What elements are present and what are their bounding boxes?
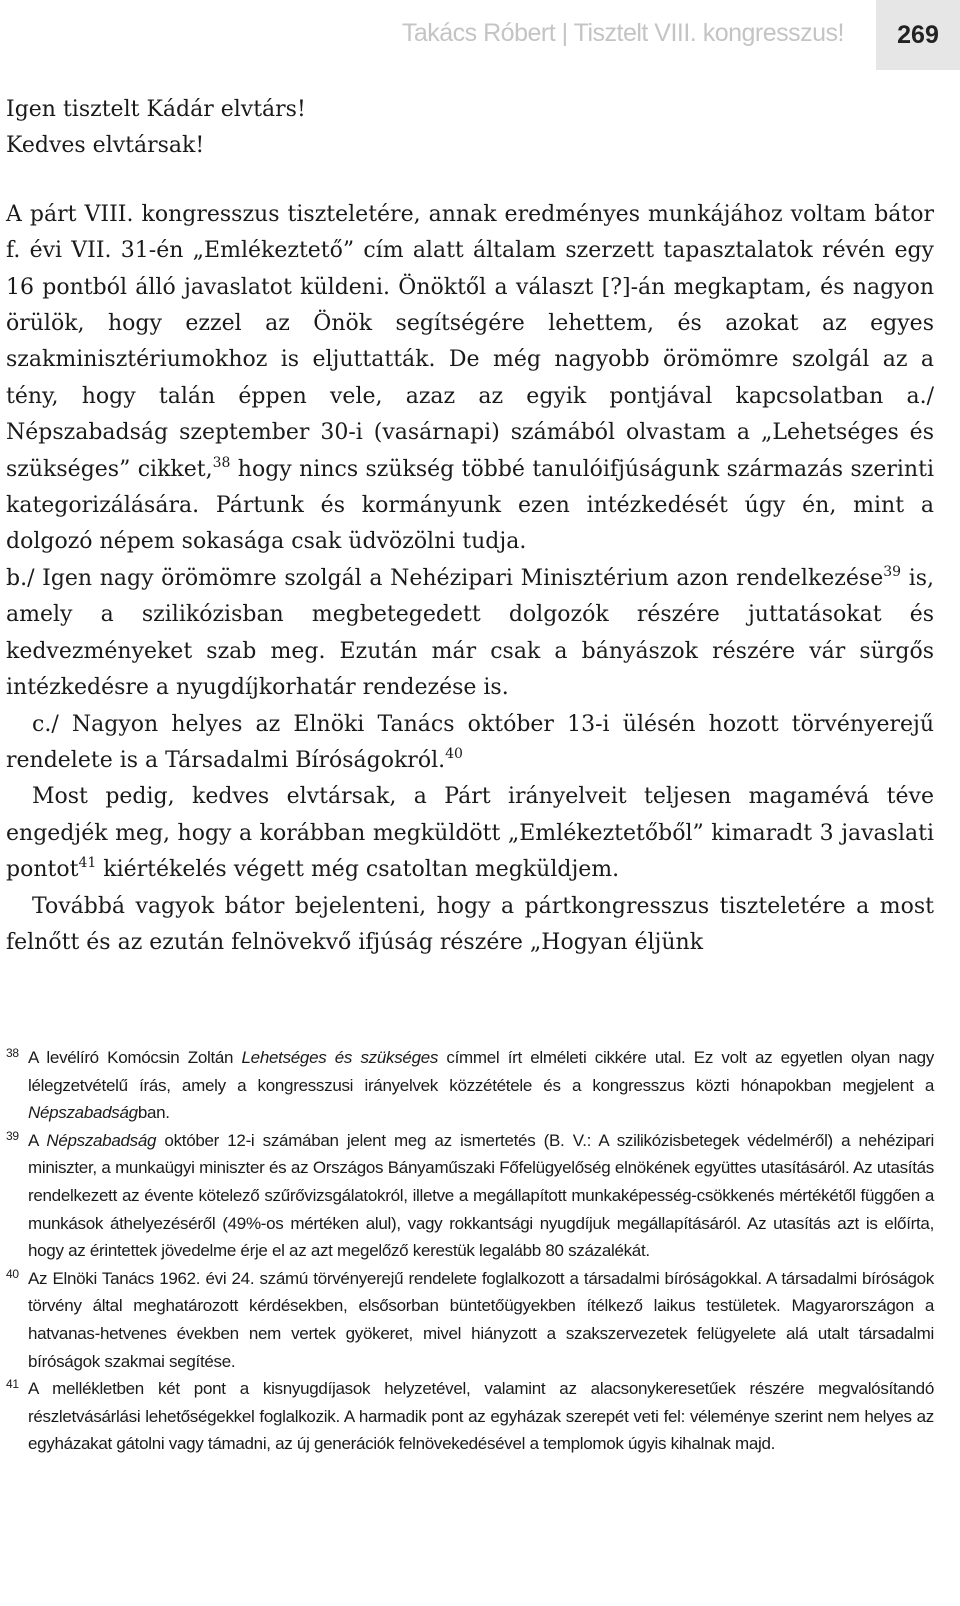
footnotes bbox=[6, 1044, 934, 1458]
running-head: Takács Róbert | Tisztelt VIII. kongresszus! bbox=[401, 19, 844, 47]
footnote-39 bbox=[6, 1127, 934, 1265]
footnote-41-text: A mellékletben két pont a kisnyugdíjasok helyzetével, valamint az alacsonykeresetűek részére megvalósítandó részletvásárlási lehetőségekkel foglalkozik. A harmadik pont az egyházak szerepét veti fel: véleménye szerint nem helyes az egyházakat gátolni vagy támadni, az új generációk felnövekedésével a templomok úgyis kihalnak majd. bbox=[28, 1379, 934, 1454]
footnote-ref-39[interactable]: 39 bbox=[883, 563, 902, 580]
footnote-number-41: 41 bbox=[6, 1377, 19, 1392]
paragraph-spacer bbox=[6, 165, 934, 197]
paragraph-2-text-a: b./ Igen nagy örömömre szolgál a Nehézipari Minisztérium azon rendelkezése bbox=[6, 565, 884, 591]
salutation-line-2: Kedves elvtársak! bbox=[6, 133, 205, 159]
footnote-38-italic-1: Lehetséges és szükséges bbox=[241, 1048, 439, 1067]
page-header bbox=[0, 0, 960, 72]
footnote-ref-38[interactable]: 38 bbox=[212, 454, 231, 471]
footnote-41 bbox=[6, 1375, 934, 1458]
footnote-38-text-2: címmel írt elméleti cikkére utal. Ez volt az egyetlen olyan nagy lélegzetvételű írás, amely a kongresszusi irányelvek közzététele és a kongresszus közti hónapokban megjelent a bbox=[28, 1048, 934, 1095]
footnote-38-text-3: ban. bbox=[137, 1103, 170, 1123]
footnote-38-italic-2: Népszabadság bbox=[28, 1103, 138, 1123]
paragraph-3-text-a: c./ Nagyon helyes az Elnöki Tanács október 13-i ülésén hozott törvényerejű rendelete is a Társadalmi Bíróságokról. bbox=[6, 711, 934, 773]
paragraph-3 bbox=[6, 707, 934, 780]
footnote-ref-41[interactable]: 41 bbox=[78, 855, 97, 872]
paragraph-5: Továbbá vagyok bátor bejelenteni, hogy a pártkongresszus tiszteletére a most felnőtt és az ezután felnövekvő ifjúság részére „Hogyan éljünk bbox=[6, 893, 934, 955]
paragraph-2 bbox=[6, 561, 934, 707]
paragraph-1-text-b: hogy nincs szükség többé tanulóifjúságunk származás szerinti kategorizálására. Pártunk és kormányunk ezen intézkedését úgy én, mint a dolgozó népem sokasága csak üdvözölni tudja. bbox=[6, 456, 934, 555]
paragraph-4-text-a: Most pedig, kedves elvtársak, a Párt irányelveit teljesen magamévá téve engedjék meg, hogy a korábban megküldött „Emlékeztetőből” kimaradt 3 javaslati pontot bbox=[6, 784, 934, 883]
paragraph-1-text-a: A párt VIII. kongresszus tiszteletére, annak eredményes munkájához voltam bátor f. évi VII. 31-én „Emlékeztető” cím alatt általam szerzett tapasztalatok révén egy 16 pontból álló javaslatot küldeni. Önöktől a választ [?]-án megkaptam, és nagyon örülök, hogy ezzel az Önök segítségére lehettem, és azokat az egyes szakminisztériumokhoz is eljuttatták. De még nagyobb örömömre szolgál az a tény, hogy talán éppen vele, azaz az egyik pontjával kapcsolatban a./ Népszabadság szeptember 30-i (vasárnapi) számából olvastam a „Lehetséges és szükséges” cikket, bbox=[6, 201, 934, 482]
paragraph-4 bbox=[6, 779, 934, 888]
letter-body bbox=[6, 92, 934, 961]
paragraph-4-text-b: kiértékelés végett még csatoltan megküldjem. bbox=[96, 857, 620, 883]
footnote-38 bbox=[6, 1044, 934, 1127]
page-number: 269 bbox=[897, 20, 939, 49]
paragraph-1 bbox=[6, 197, 934, 561]
footnote-39-text-1: A bbox=[28, 1130, 47, 1150]
footnote-39-text-2: október 12-i számában jelent meg az ismertetés (B. V.: A szilikózisbetegek védelméről) a nehézipari miniszter, a munkaügyi miniszter és az Országos Bányaműszaki Főfelügyelőség elnökének együttes utasításáról. Az utasítás rendelkezett az évente kötelező szűrővizsgálatokról, illetve a megállapított munkaképesség-csökkenés mértékétől függően a munkások áthelyezéséről (49%-os mértéken alul), vagy rokkantsági nyugdíjuk megállapításáról. Az utasítás azt is előírta, hogy az érintettek jövedelme érje el az azt megelőző kerestük legalább 80 százalékát. bbox=[28, 1130, 934, 1261]
paragraph-2-text-b: is, amely a szilikózisban megbetegedett dolgozók részére juttatásokat és kedvezményeket szab meg. Ezután már csak a bányászok részére vár sürgős intézkedésre a nyugdíjkorhatár rendezése is. bbox=[6, 565, 935, 701]
footnote-number-39: 39 bbox=[6, 1128, 19, 1143]
footnote-38-text-1: A levélíró Komócsin Zoltán bbox=[28, 1048, 242, 1067]
footnote-40 bbox=[6, 1265, 934, 1375]
footnote-ref-40[interactable]: 40 bbox=[445, 745, 463, 762]
footnote-number-40: 40 bbox=[6, 1266, 19, 1281]
salutation-line-1: Igen tisztelt Kádár elvtárs! bbox=[6, 97, 306, 122]
footnote-number-38: 38 bbox=[6, 1046, 19, 1060]
footnote-39-italic-1: Népszabadság bbox=[46, 1130, 157, 1150]
page-number-box bbox=[876, 0, 960, 70]
footnote-40-text: Az Elnöki Tanács 1962. évi 24. számú törvényerejű rendelete foglalkozott a társadalmi bíróságokkal. A társadalmi bíróságok törvény által meghatározott kérdésekben, elsősorban büntetőügyekben ítélkező laikus testületek. Magyarországon a hatvanas-hetvenes években nem vertek gyökeret, mivel hiányzott a szakszervezetek felügyelete alá utalt társadalmi bíróságok szakmai segítése. bbox=[28, 1268, 934, 1371]
